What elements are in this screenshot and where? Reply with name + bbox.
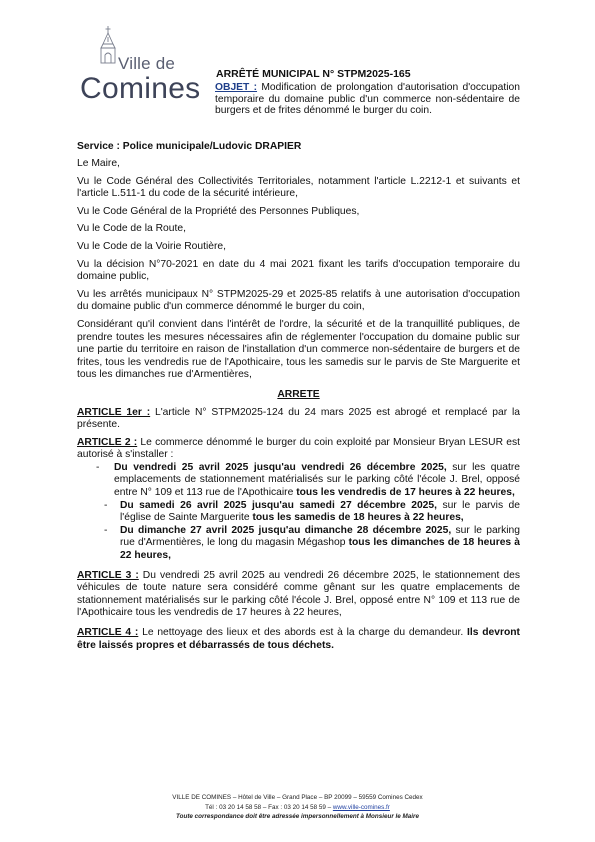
article-4-text: Le nettoyage des lieux et des abords est à la charge du demandeur. xyxy=(142,627,464,638)
article-3 xyxy=(77,570,520,620)
preamble-maire: Le Maire, xyxy=(77,158,120,169)
page-footer xyxy=(0,793,595,822)
footer-address: VILLE DE COMINES – Hôtel de Ville – Grand Place – BP 20099 – 59559 Comines Cedex xyxy=(172,794,423,801)
list-item: - Du dimanche 27 avril 2025 jusqu'au dimanche 28 décembre 2025, sur le parking rue d'Armentières, le long du magasin Mégashop tous les dimanches de 18 heures à 22 heures, xyxy=(104,524,520,562)
subject-label: OBJET : xyxy=(215,82,258,93)
preamble-decision: Vu la décision N°70-2021 en date du 4 mai 2021 fixant les tarifs d'occupation temporaire du domaine public, xyxy=(77,258,520,283)
list-item: - Du samedi 26 avril 2025 jusqu'au samedi 27 décembre 2025, sur le parvis de l'église de Sainte Marguerite tous les samedis de 18 heures à 22 heures, xyxy=(104,499,520,524)
footer-note: Toute correspondance doit être adressée impersonnellement à Monsieur le Maire xyxy=(176,813,419,820)
article-2 xyxy=(77,437,520,462)
article-4-label: ARTICLE 4 : xyxy=(77,627,139,638)
decree-header xyxy=(215,68,520,117)
footer-contact: Tél : 03 20 14 58 58 – Fax : 03 20 14 58 59 – www.ville-comines.fr xyxy=(205,803,390,811)
preamble-cgppp: Vu le Code Général de la Propriété des Personnes Publiques, xyxy=(77,205,360,217)
article-1-text: L'article N° STPM2025-124 du 24 mars 2025 est abrogé et remplacé par la présente. xyxy=(77,406,520,431)
decree-number-title: ARRÊTÉ MUNICIPAL N° STPM2025-165 xyxy=(216,68,411,80)
subject-text: Modification de prolongation d'autorisation d'occupation temporaire du domaine public d'un commerce non-sédentaire de burgers et de frites dénommé le burger du coin. xyxy=(215,82,520,117)
article-1-label: ARTICLE 1er : xyxy=(77,406,151,418)
article-4-text-bold: Ils devront être laissés propres et débarrassés de tous déchets. xyxy=(77,627,520,651)
city-logo xyxy=(80,26,201,110)
church-steeple-icon xyxy=(96,26,120,64)
arrete-heading: ARRETE xyxy=(277,388,320,400)
service-line: Service : Police municipale/Ludovic DRAPIER xyxy=(77,141,302,152)
preamble-code-voirie: Vu le Code de la Voirie Routière, xyxy=(77,240,227,252)
website-link[interactable]: www.ville-comines.fr xyxy=(332,803,390,811)
article-4 xyxy=(77,627,520,652)
article-2-text: Le commerce dénommé le burger du coin exploité par Monsieur Bryan LESUR est autorisé à s'installer : xyxy=(77,436,520,461)
decree-subject xyxy=(215,82,520,117)
preamble-code-route: Vu le Code de la Route, xyxy=(77,223,186,235)
list-item: - Du vendredi 25 avril 2025 jusqu'au vendredi 26 décembre 2025, sur les quatre emplacements de stationnement matérialisés sur le parking côté l'école J. Brel, opposé entre N° 109 et 113 rue de l'Apothicaire tous les vendredis de 17 heures à 22 heures, xyxy=(96,461,521,499)
article-2-list xyxy=(77,462,520,563)
article-1 xyxy=(77,407,520,432)
preamble-considerant: Considérant qu'il convient dans l'intérêt de l'ordre, la sécurité et de la tranquillité publiques, de prendre toutes les mesures nécessaires afin de réglementer l'occupation du domaine public sur une partie du territoire en raison de l'installation d'un commerce non-sédentaire de burgers et de frites, tous les vendredis rue de l'Apothicaire, tous les samedis sur le parvis de Ste Marguerite et tous les dimanches rue d'Armentières, xyxy=(77,318,520,381)
preamble-arretes: Vu les arrêtés municipaux N° STPM2025-29 et 2025-85 relatifs à une autorisation d'occupation du domaine public d'un commerce dénommé le burger du coin, xyxy=(77,288,520,313)
preamble-cgct: Vu le Code Général des Collectivités Territoriales, notamment l'article L.2212-1 et suivants et l'article L.511-1 du code de la sécurité intérieure, xyxy=(77,175,520,200)
logo-line-ville-de: Ville de xyxy=(118,54,176,73)
article-3-label: ARTICLE 3 : xyxy=(77,569,139,581)
article-3-text: Du vendredi 25 avril 2025 au vendredi 26 décembre 2025, le stationnement des véhicules de toute nature sera considéré comme gênant sur les quatre emplacements de stationnement matérialisés sur le parking côté l'école J. Brel, opposé entre N° 109 et 113 rue de l'Apothicaire tous les vendredis de 17 heures à 22 heures, xyxy=(77,569,520,619)
logo-line-comines: Comines xyxy=(80,72,201,105)
decree-body xyxy=(77,158,520,652)
article-2-label: ARTICLE 2 : xyxy=(77,436,138,448)
